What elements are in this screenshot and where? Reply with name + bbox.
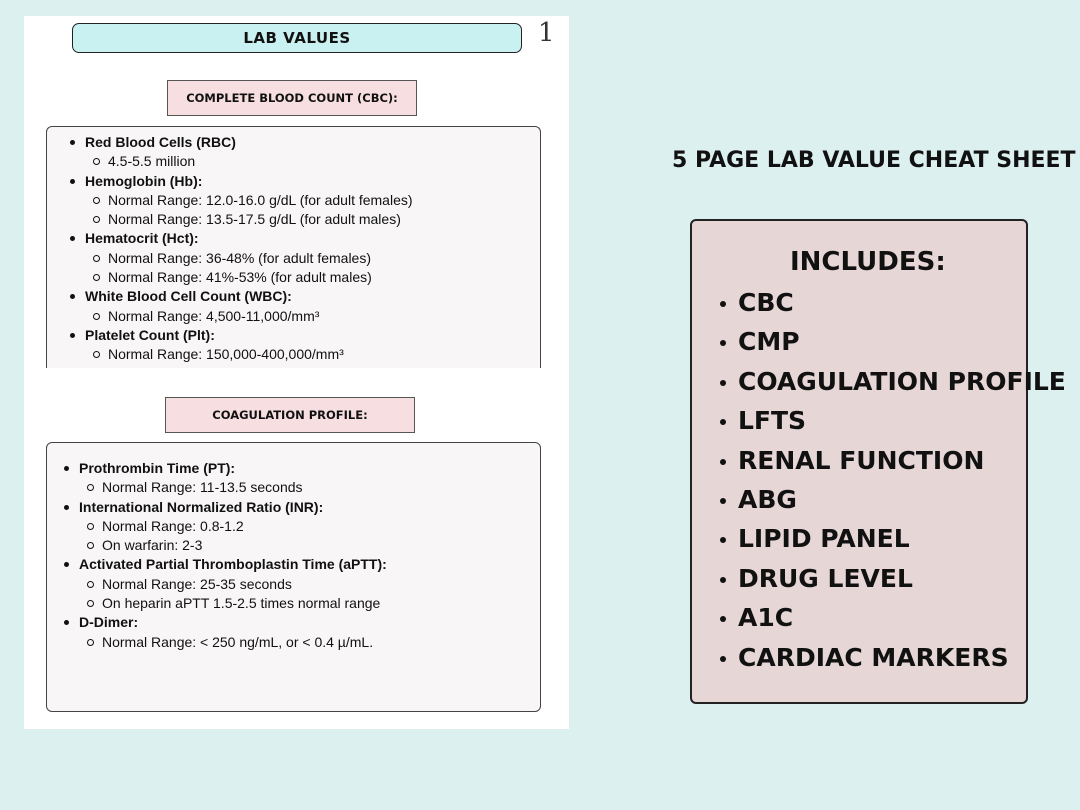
item-title: Hematocrit (Hct):	[85, 230, 199, 247]
includes-list	[720, 283, 1066, 677]
value-item: Normal Range: 0.8-1.2	[102, 517, 387, 536]
value-list	[85, 249, 413, 288]
cbc-box	[46, 126, 541, 368]
includes-item: ABG	[720, 480, 1066, 519]
promo-heading: 5 PAGE LAB VALUE CHEAT SHEET	[672, 148, 1076, 173]
value-item: Normal Range: 150,000-400,000/mm³	[108, 345, 413, 364]
item-title: Red Blood Cells (RBC)	[85, 134, 236, 150]
list-item	[61, 498, 387, 556]
includes-item: LIPID PANEL	[720, 519, 1066, 558]
list-item	[61, 459, 387, 498]
includes-box	[690, 219, 1066, 704]
value-item: Normal Range: < 250 ng/mL, or < 0.4 µ/mL.	[102, 633, 387, 652]
page-divider	[24, 368, 569, 386]
value-list	[79, 478, 387, 497]
page-number: 1	[538, 18, 555, 48]
item-title: International Normalized Ratio (INR):	[79, 498, 324, 515]
list-item	[67, 326, 413, 365]
coagulation-list	[61, 459, 387, 652]
item-title: Platelet Count (Plt):	[85, 326, 215, 343]
cbc-list	[67, 133, 413, 365]
value-item: Normal Range: 41%-53% (for adult males)	[108, 268, 413, 287]
value-item: On warfarin: 2-3	[102, 536, 387, 555]
includes-item: CARDIAC MARKERS	[720, 638, 1066, 677]
includes-item: CBC	[720, 283, 1066, 322]
includes-item: A1C	[720, 598, 1066, 637]
value-item: Normal Range: 4,500-11,000/mm³	[108, 307, 413, 326]
includes-item: DRUG LEVEL	[720, 559, 1066, 598]
cbc-section-label: COMPLETE BLOOD COUNT (CBC):	[167, 80, 417, 116]
list-item	[67, 172, 413, 230]
value-list	[85, 307, 413, 326]
includes-item: LFTS	[720, 401, 1066, 440]
page-title: LAB VALUES	[72, 23, 522, 53]
value-item: 4.5-5.5 million	[108, 152, 413, 171]
includes-item: RENAL FUNCTION	[720, 441, 1066, 480]
cheat-sheet-page	[24, 16, 569, 729]
value-item: Normal Range: 36-48% (for adult females)	[108, 249, 413, 268]
item-title: White Blood Cell Count (WBC):	[85, 288, 292, 305]
value-list	[79, 633, 387, 652]
list-item	[67, 229, 413, 287]
includes-item: COAGULATION PROFILE	[720, 362, 1066, 401]
item-title: Activated Partial Thromboplastin Time (aPTT):	[79, 556, 387, 573]
list-item	[67, 287, 413, 326]
value-item: On heparin aPTT 1.5-2.5 times normal range	[102, 594, 387, 613]
value-item: Normal Range: 11-13.5 seconds	[102, 478, 387, 497]
value-list	[79, 517, 387, 556]
list-item	[67, 133, 413, 172]
list-item	[61, 555, 387, 613]
list-item	[61, 613, 387, 652]
value-item: Normal Range: 12.0-16.0 g/dL (for adult females)	[108, 191, 413, 210]
coagulation-section-label: COAGULATION PROFILE:	[165, 397, 415, 433]
value-list	[85, 191, 413, 230]
item-title: Hemoglobin (Hb):	[85, 172, 203, 189]
item-title: D-Dimer:	[79, 614, 139, 631]
value-item: Normal Range: 13.5-17.5 g/dL (for adult males)	[108, 210, 413, 229]
value-list	[85, 345, 413, 364]
item-title: Prothrombin Time (PT):	[79, 460, 236, 476]
value-list	[79, 575, 387, 614]
value-item: Normal Range: 25-35 seconds	[102, 575, 387, 594]
value-list	[85, 152, 413, 171]
coagulation-box	[46, 442, 541, 712]
includes-item: CMP	[720, 322, 1066, 361]
includes-title: INCLUDES:	[790, 247, 946, 277]
